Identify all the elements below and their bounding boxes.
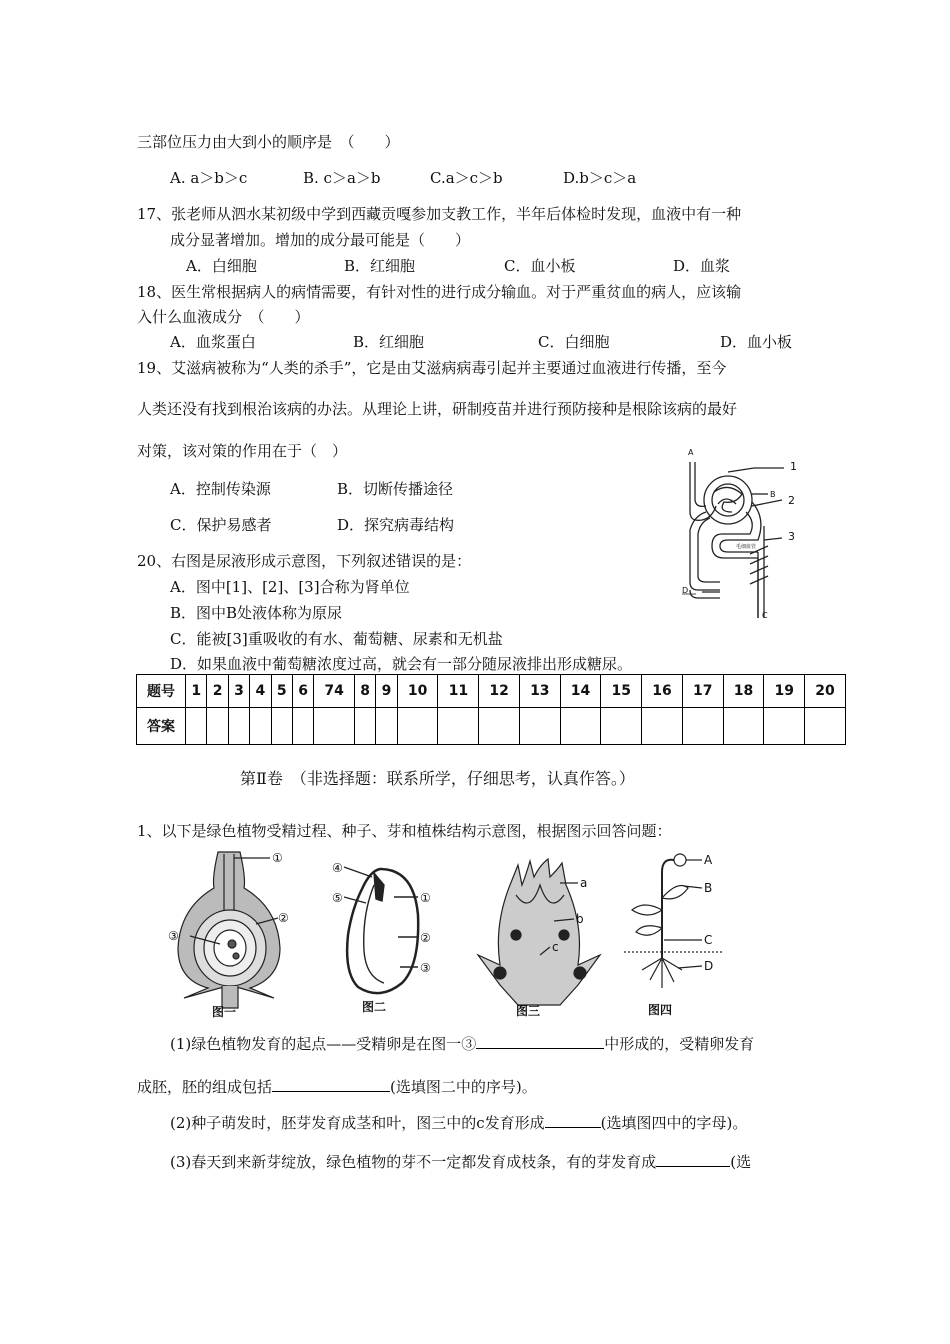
nephron-label-c: C [762, 611, 768, 620]
p1-q2-text-b: (选填图四中的字母)。 [600, 1114, 748, 1132]
answer-cell[interactable] [228, 708, 249, 745]
q18-line2: 入什么血液成分 （ ） [137, 308, 310, 326]
question-number-cell: 6 [292, 675, 313, 708]
figure4-caption: 图四 [648, 1003, 673, 1017]
p1-q1-line1 [170, 1033, 754, 1054]
question-number-cell: 1 [186, 675, 207, 708]
answer-cell[interactable] [397, 708, 438, 745]
answer-cell[interactable] [376, 708, 397, 745]
q18-line1: 18、医生常根据病人的病情需要，有针对性的进行成分输血。对于严重贫血的病人，应该输 [137, 283, 742, 301]
question-number-cell: 9 [376, 675, 397, 708]
answer-table [136, 674, 846, 745]
question-number-cell: 12 [479, 675, 520, 708]
nephron-label-2: 2 [788, 494, 795, 507]
p1-q3-blank[interactable] [656, 1152, 730, 1167]
p1-q1-text-c: 成胚，胚的组成包括 [137, 1078, 273, 1096]
q20-option-b: B．图中B处液体称为原尿 [170, 604, 343, 622]
section2-title: 第Ⅱ卷 （非选择题：联系所学，仔细思考，认真作答。） [240, 769, 635, 788]
q20-stem: 20、右图是尿液形成示意图，下列叙述错误的是： [137, 552, 472, 570]
answer-cell[interactable] [560, 708, 601, 745]
q16-option-c: C.a＞c＞b [430, 169, 503, 187]
answer-cell[interactable] [519, 708, 560, 745]
question-number-cell: 8 [354, 675, 375, 708]
figure2-seed [322, 855, 442, 1020]
answer-cell[interactable] [354, 708, 375, 745]
q20-option-a: A．图中[1]、[2]、[3]合称为肾单位 [170, 578, 410, 596]
q19-line2: 人类还没有找到根治该病的办法。从理论上讲，研制疫苗并进行预防接种是根除该病的最好 [137, 400, 738, 418]
p1-intro: 1、以下是绿色植物受精过程、种子、芽和植株结构示意图，根据图示回答问题： [137, 822, 672, 840]
figure4-label-a: A [704, 853, 713, 867]
figure4-label-c: C [704, 933, 713, 947]
q17-option-b: B．红细胞 [344, 257, 416, 275]
q19-option-c: C．保护易感者 [170, 516, 272, 534]
question-number-cell: 16 [642, 675, 683, 708]
figure1-label-3: ③ [168, 929, 179, 943]
q16-option-a: A. a＞b＞c [170, 169, 248, 187]
question-number-cell: 3 [228, 675, 249, 708]
question-number-cell: 14 [560, 675, 601, 708]
answer-cell[interactable] [805, 708, 846, 745]
question-number-cell: 17 [682, 675, 723, 708]
q19-option-a: A．控制传染源 [170, 480, 271, 498]
figure1-label-1: ① [272, 851, 283, 865]
question-number-cell: 4 [250, 675, 271, 708]
figure3-label-a: a [580, 876, 588, 890]
figure2-caption: 图二 [362, 1000, 387, 1014]
question-number-cell: 18 [723, 675, 764, 708]
answer-cell[interactable] [764, 708, 805, 745]
figure3-caption: 图三 [516, 1004, 541, 1018]
question-number-cell: 10 [397, 675, 438, 708]
p1-q3-text-a: (3)春天到来新芽绽放，绿色植物的芽不一定都发育成枝条，有的芽发育成 [170, 1153, 657, 1171]
q18-option-a: A．血浆蛋白 [170, 333, 256, 351]
answer-cell[interactable] [186, 708, 207, 745]
q17-option-d: D．血浆 [673, 257, 731, 275]
p1-q2-line [170, 1112, 747, 1133]
question-number-cell: 15 [601, 675, 642, 708]
nephron-label-3: 3 [788, 530, 795, 543]
answer-table-header-label: 题号 [137, 675, 186, 708]
q18-option-d: D．血小板 [720, 333, 793, 351]
q18-option-b: B．红细胞 [353, 333, 425, 351]
q19-line1: 19、艾滋病被称为“人类的杀手”，它是由艾滋病病毒引起并主要通过血液进行传播，至今 [137, 359, 727, 377]
figure1-label-2: ② [278, 911, 289, 925]
q20-option-c: C．能被[3]重吸收的有水、葡萄糖、尿素和无机盐 [170, 630, 503, 648]
question-number-cell: 5 [271, 675, 292, 708]
answer-table-answer-row [137, 708, 846, 745]
nephron-label-d: D [682, 586, 689, 595]
p1-q3-text-b: (选 [730, 1153, 752, 1171]
question-number-cell: 11 [438, 675, 479, 708]
nephron-label-1: 1 [790, 460, 797, 473]
q16-stem: 三部位压力由大到小的顺序是 （ ） [137, 133, 400, 151]
q20-option-d: D．如果血液中葡萄糖浓度过高，就会有一部分随尿液排出形成糖尿。 [170, 655, 633, 673]
figure4-plant [622, 848, 732, 1020]
nephron-label-b: B [770, 490, 776, 499]
answer-cell[interactable] [479, 708, 520, 745]
q17-option-c: C．血小板 [504, 257, 576, 275]
p1-q1-line2 [137, 1076, 537, 1097]
q18-option-c: C．白细胞 [538, 333, 610, 351]
figure3-label-b: b [576, 912, 584, 926]
question-number-cell: 20 [805, 675, 846, 708]
q17-line1: 17、张老师从泗水某初级中学到西藏贡嘎参加支教工作，半年后体检时发现，血液中有一种 [137, 205, 742, 223]
answer-cell[interactable] [723, 708, 764, 745]
q19-option-b: B．切断传播途径 [337, 480, 454, 498]
figure3-bud [470, 855, 610, 1020]
q19-option-d: D．探究病毒结构 [337, 516, 455, 534]
p1-q1-text-d: (选填图二中的序号)。 [390, 1078, 537, 1096]
q17-option-a: A．白细胞 [186, 257, 257, 275]
answer-cell[interactable] [314, 708, 355, 745]
question-number-cell: 2 [207, 675, 228, 708]
figure2-label-1: ① [420, 891, 431, 905]
p1-q2-blank[interactable] [545, 1113, 601, 1128]
answer-cell[interactable] [292, 708, 313, 745]
nephron-label-a: A [688, 448, 694, 457]
question-number-cell: 19 [764, 675, 805, 708]
answer-cell[interactable] [642, 708, 683, 745]
answer-cell[interactable] [601, 708, 642, 745]
q16-option-d: D.b＞c＞a [563, 169, 637, 187]
answer-table-answer-label: 答案 [137, 708, 186, 745]
p1-q2-text-a: (2)种子萌发时，胚芽发育成茎和叶，图三中的c发育形成 [170, 1114, 545, 1132]
p1-q1-text-b: 中形成的，受精卵发育 [604, 1035, 755, 1053]
nephron-capillary-label: 毛细血管 [736, 544, 757, 550]
q17-line2: 成分显著增加。增加的成分最可能是（ ） [170, 231, 471, 249]
p1-q1-blank-1[interactable] [476, 1034, 604, 1049]
figure2-label-3: ③ [420, 961, 431, 975]
answer-cell[interactable] [438, 708, 479, 745]
figure4-label-b: B [704, 881, 713, 895]
question-number-cell: 74 [314, 675, 355, 708]
p1-q3-line [170, 1151, 751, 1172]
figure3-label-c: c [552, 940, 559, 954]
question-number-cell: 13 [519, 675, 560, 708]
figure2-label-4: ④ [332, 861, 343, 875]
p1-q1-blank-2[interactable] [272, 1077, 390, 1092]
nephron-figure [676, 442, 816, 624]
answer-cell[interactable] [271, 708, 292, 745]
figure2-label-5: ⑤ [332, 891, 343, 905]
figure4-label-d: D [704, 959, 714, 973]
figure1-caption: 图一 [212, 1005, 237, 1019]
answer-table-header-row [137, 675, 846, 708]
answer-cell[interactable] [207, 708, 228, 745]
answer-cell[interactable] [250, 708, 271, 745]
figure1-ovary [160, 848, 300, 1020]
q16-option-b: B. c＞a＞b [303, 169, 381, 187]
q19-line3: 对策，该对策的作用在于（ ） [137, 442, 348, 460]
figure2-label-2: ② [420, 931, 431, 945]
answer-cell[interactable] [682, 708, 723, 745]
p1-q1-text-a: (1)绿色植物发育的起点——受精卵是在图一③ [170, 1035, 477, 1053]
